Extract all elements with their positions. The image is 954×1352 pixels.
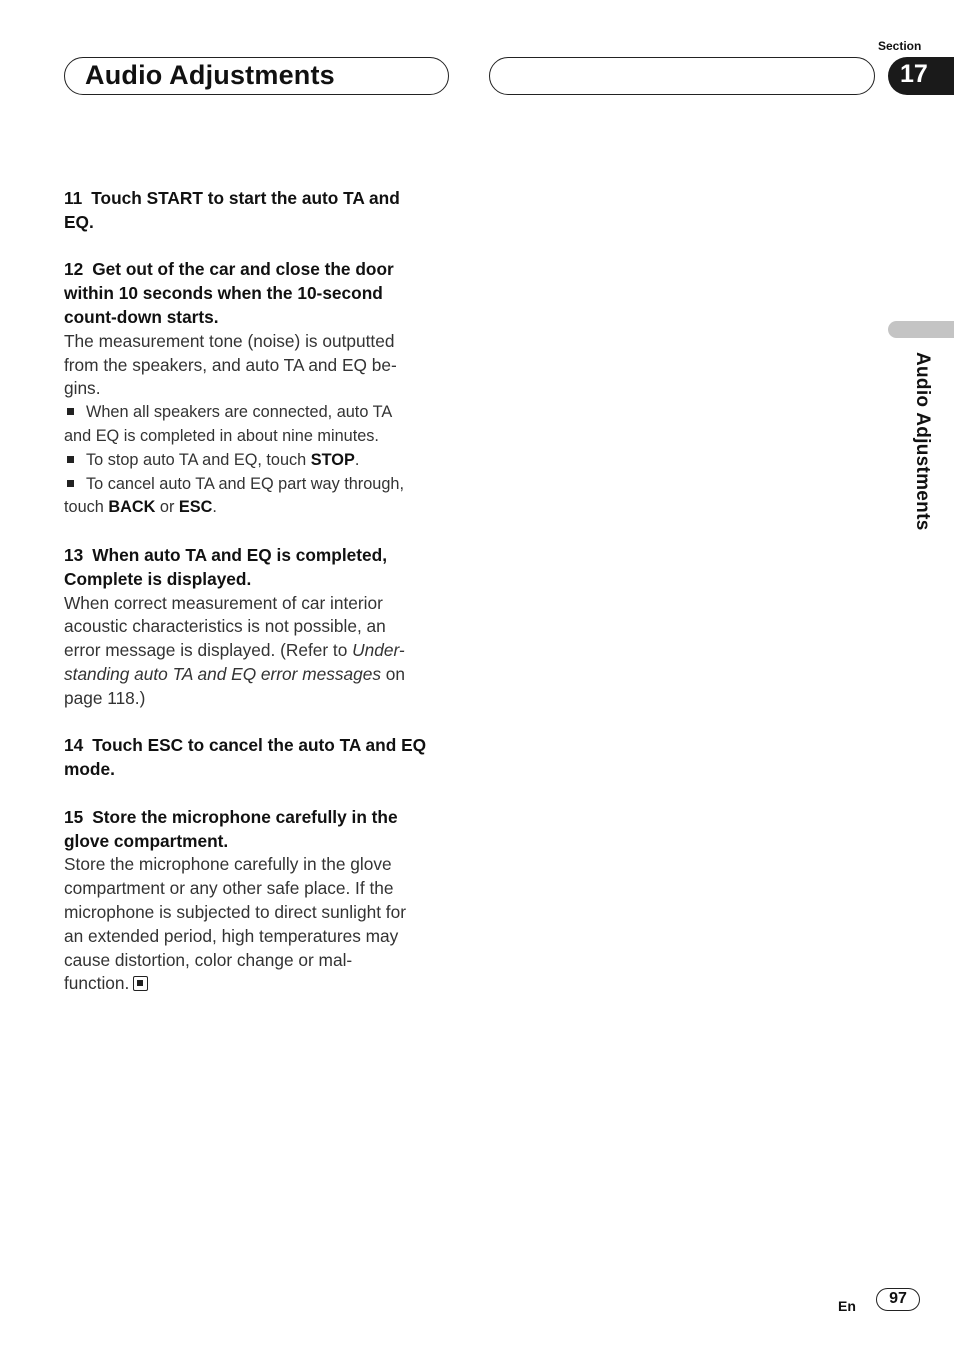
- step-heading: [64, 258, 456, 329]
- step-number: 15: [64, 806, 84, 827]
- bullet-text: and EQ is completed in about nine minutes.: [64, 426, 379, 445]
- step-heading-line: EQ.: [64, 211, 94, 232]
- body-line: on: [381, 663, 406, 684]
- bullet-item: [64, 449, 456, 473]
- body-line: gins.: [64, 378, 101, 399]
- section-number: 17: [900, 60, 928, 88]
- step-heading: [64, 806, 456, 854]
- end-of-section-icon: [133, 976, 148, 991]
- step-14: [64, 734, 456, 782]
- keyword-esc: ESC: [178, 498, 213, 517]
- step-heading-line: Touch START to start the auto TA and: [91, 188, 400, 208]
- body-line: an extended period, high temperatures may: [64, 925, 399, 946]
- step-heading-line: glove compartment.: [64, 830, 229, 851]
- step-heading: [64, 544, 456, 592]
- bullet-text: or: [155, 498, 179, 517]
- body-line: page 118.): [64, 687, 146, 708]
- step-heading-line: within 10 seconds when the 10-second: [64, 283, 383, 304]
- bullet-text: touch: [64, 498, 109, 517]
- page-title: Audio Adjustments: [85, 60, 335, 90]
- header-empty-box: [489, 57, 875, 95]
- step-heading-line: Touch ESC to cancel the auto TA and EQ: [92, 735, 427, 756]
- step-body: [64, 853, 456, 996]
- step-heading-line: count-down starts.: [64, 306, 219, 327]
- reference-title: Under-: [352, 640, 405, 661]
- step-heading: [64, 187, 456, 235]
- keyword-stop: STOP: [310, 450, 355, 469]
- body-line: cause distortion, color change or mal-: [64, 949, 353, 970]
- reference-title: standing auto TA and EQ error messages: [64, 663, 381, 684]
- bullet-text: When all speakers are connected, auto TA: [86, 403, 393, 422]
- body-line: function.: [64, 973, 130, 994]
- side-tab-marker: [888, 321, 954, 338]
- step-heading-line: Store the microphone carefully in the: [92, 806, 398, 827]
- body-line: Store the microphone carefully in the glove: [64, 854, 392, 875]
- step-heading-line: Complete is displayed.: [64, 568, 252, 589]
- bullet-text: To cancel auto TA and EQ part way through,: [86, 474, 404, 493]
- language-label: En: [838, 1298, 856, 1314]
- body-line: microphone is subjected to direct sunlight for: [64, 901, 406, 922]
- main-content: [64, 187, 456, 996]
- page-number: 97: [889, 1290, 907, 1307]
- side-tab-label: Audio Adjustments: [912, 352, 933, 531]
- step-heading-line: Get out of the car and close the door: [92, 259, 394, 280]
- step-number: 12: [64, 259, 84, 280]
- bullet-square-icon: [67, 408, 74, 415]
- step-number: 13: [64, 544, 84, 565]
- step-heading-line: mode.: [64, 759, 115, 780]
- step-body: [64, 592, 456, 711]
- page-number-box: [876, 1288, 920, 1311]
- body-line: error message is displayed. (Refer to: [64, 640, 353, 661]
- body-line: compartment or any other safe place. If the: [64, 878, 394, 899]
- bullet-square-icon: [67, 456, 74, 463]
- bullet-text: .: [354, 450, 360, 469]
- body-line: acoustic characteristics is not possible, an: [64, 616, 386, 637]
- step-13: [64, 544, 456, 711]
- body-line: The measurement tone (noise) is outputted: [64, 330, 395, 351]
- keyword-back: BACK: [108, 498, 156, 517]
- section-title-box: [64, 57, 449, 95]
- step-heading-line: When auto TA and EQ is completed,: [92, 544, 387, 565]
- step-body: [64, 330, 456, 401]
- bullet-text: .: [212, 498, 217, 517]
- bullet-text: To stop auto TA and EQ, touch: [86, 450, 311, 469]
- bullet-item: [64, 473, 456, 521]
- step-heading: [64, 734, 456, 782]
- step-number: 14: [64, 735, 84, 756]
- step-number: 11: [64, 188, 83, 208]
- body-line: from the speakers, and auto TA and EQ be-: [64, 354, 397, 375]
- section-label: Section: [878, 39, 922, 53]
- bullet-square-icon: [67, 480, 74, 487]
- step-12: [64, 258, 456, 520]
- step-15: [64, 806, 456, 996]
- section-number-tab: [888, 57, 954, 95]
- body-line: When correct measurement of car interior: [64, 592, 383, 613]
- step-11: [64, 187, 456, 235]
- bullet-item: [64, 401, 456, 449]
